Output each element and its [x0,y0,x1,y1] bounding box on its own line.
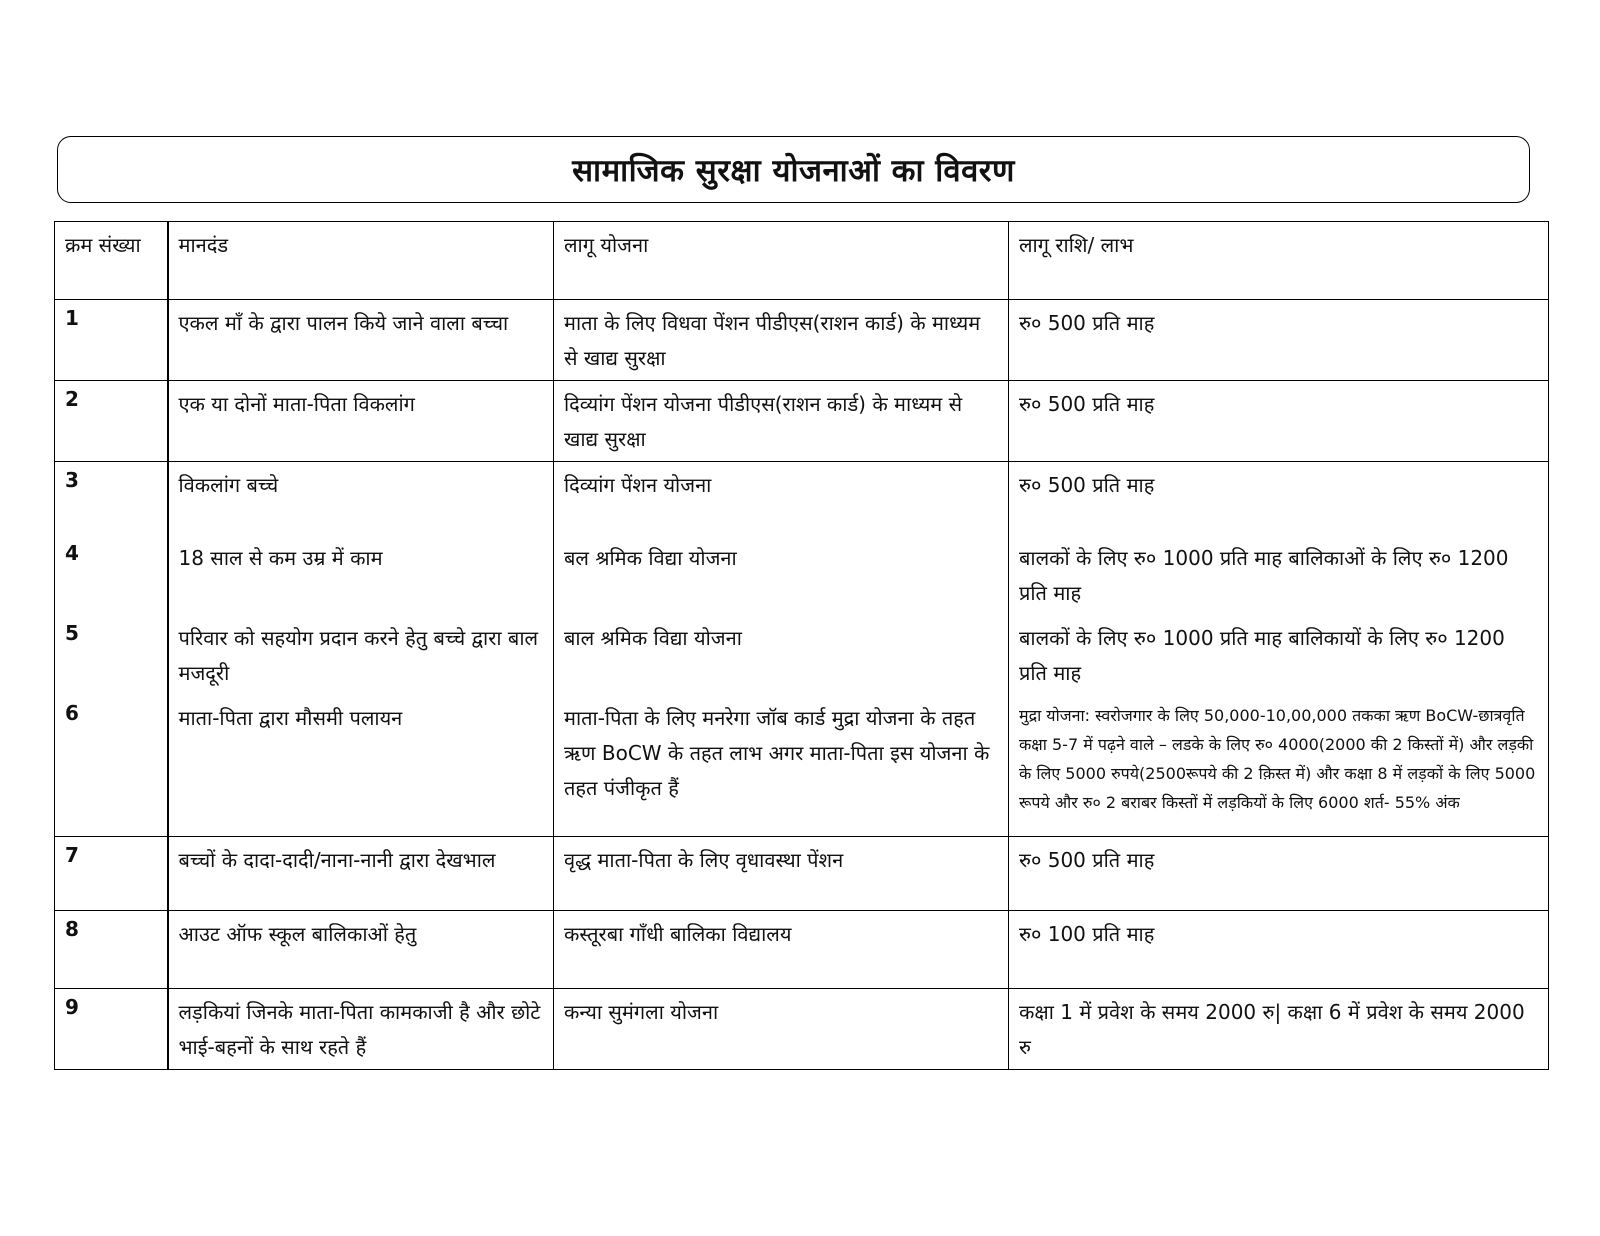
row-criterion: आउट ऑफ स्कूल बालिकाओं हेतु [168,911,554,989]
row-benefit: रु० 100 प्रति माह [1009,911,1549,989]
row-sno: 4 [55,535,168,615]
row-benefit: रु० 500 प्रति माह [1009,300,1549,381]
row-criterion: माता-पिता द्वारा मौसमी पलायन [168,695,554,837]
row-sno: 6 [55,695,168,837]
row-scheme: कन्या सुमंगला योजना [554,989,1009,1070]
table-row [55,300,1549,381]
table-header-row [55,222,1549,300]
row-criterion: 18 साल से कम उम्र में काम [168,535,554,615]
table-row [55,837,1549,911]
row-benefit: रु० 500 प्रति माह [1009,381,1549,462]
row-benefit: मुद्रा योजना: स्वरोजगार के लिए 50,000-10,00,000 तकका ऋण BoCW-छात्रवृति कक्षा 5-7 में पढ़ने वाले – लडके के लिए रु० 4000(2000 की 2 किस्तों में) और लड़की के लिए 5000 रुपये(2500रूपये की 2 क़िस्त में) और कक्षा 8 में लड़कों के लिए 5000 रूपये और रु० 2 बराबर किस्तों में लड़कियों के लिए 6000 शर्त- 55% अंक [1009,695,1549,837]
row-scheme: बल श्रमिक विद्या योजना [554,535,1009,615]
header-scheme: लागू योजना [554,222,1009,300]
table-row [55,911,1549,989]
row-criterion: परिवार को सहयोग प्रदान करने हेतु बच्चे द्वारा बाल मजदूरी [168,615,554,695]
table-row [55,535,1549,615]
table-row [55,615,1549,695]
row-criterion: एक या दोनों माता-पिता विकलांग [168,381,554,462]
row-sno: 8 [55,911,168,989]
header-criterion: मानदंड [168,222,554,300]
row-sno: 7 [55,837,168,911]
table-row [55,695,1549,837]
row-scheme: बाल श्रमिक विद्या योजना [554,615,1009,695]
row-benefit: रु० 500 प्रति माह [1009,837,1549,911]
schemes-table [54,221,1549,1070]
table-row [55,462,1549,535]
page-title: सामाजिक सुरक्षा योजनाओं का विवरण [572,152,1015,189]
header-sno: क्रम संख्या [55,222,168,300]
row-benefit: कक्षा 1 में प्रवेश के समय 2000 रु| कक्षा 6 में प्रवेश के समय 2000 रु [1009,989,1549,1070]
header-benefit: लागू राशि/ लाभ [1009,222,1549,300]
row-sno: 5 [55,615,168,695]
row-benefit: बालकों के लिए रु० 1000 प्रति माह बालिकायों के लिए रु० 1200 प्रति माह [1009,615,1549,695]
row-sno: 1 [55,300,168,381]
row-sno: 3 [55,462,168,535]
title-box [57,136,1530,203]
table-row [55,989,1549,1070]
row-criterion: एकल माँ के द्वारा पालन किये जाने वाला बच्चा [168,300,554,381]
row-sno: 2 [55,381,168,462]
row-benefit: बालकों के लिए रु० 1000 प्रति माह बालिकाओं के लिए रु० 1200 प्रति माह [1009,535,1549,615]
row-scheme: कस्तूरबा गाँधी बालिका विद्यालय [554,911,1009,989]
row-criterion: बच्चों के दादा-दादी/नाना-नानी द्वारा देखभाल [168,837,554,911]
row-criterion: लड़कियां जिनके माता-पिता कामकाजी है और छोटे भाई-बहनों के साथ रहते हैं [168,989,554,1070]
row-scheme: वृद्ध माता-पिता के लिए वृधावस्था पेंशन [554,837,1009,911]
table-row [55,381,1549,462]
row-criterion: विकलांग बच्चे [168,462,554,535]
row-scheme: दिव्यांग पेंशन योजना पीडीएस(राशन कार्ड) के माध्यम से खाद्य सुरक्षा [554,381,1009,462]
row-scheme: माता के लिए विधवा पेंशन पीडीएस(राशन कार्ड) के माध्यम से खाद्य सुरक्षा [554,300,1009,381]
row-sno: 9 [55,989,168,1070]
row-benefit: रु० 500 प्रति माह [1009,462,1549,535]
row-scheme: दिव्यांग पेंशन योजना [554,462,1009,535]
row-scheme: माता-पिता के लिए मनरेगा जॉब कार्ड मुद्रा योजना के तहत ऋण BoCW के तहत लाभ अगर माता-पिता इस योजना के तहत पंजीकृत हैं [554,695,1009,837]
